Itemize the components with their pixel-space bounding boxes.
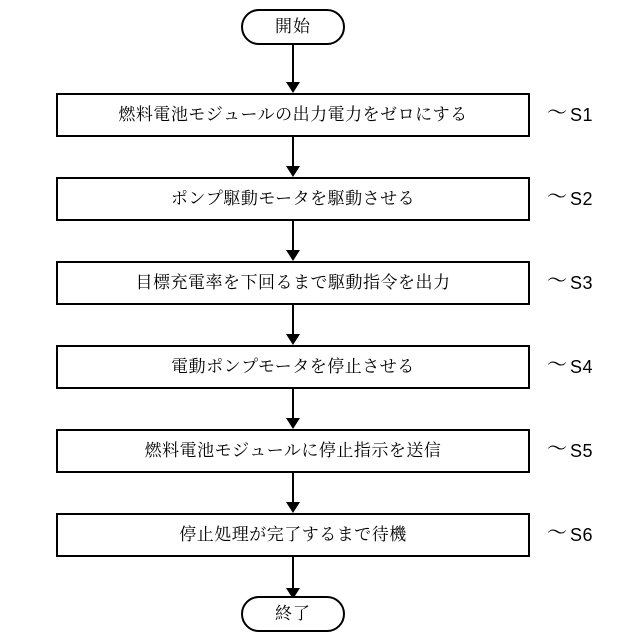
step-tag-s5 <box>546 439 593 463</box>
step-number-s6: S6 <box>570 524 594 545</box>
flowchart-step-s5 <box>56 429 530 473</box>
flowchart-step-s4-label: 電動ポンプモータを停止させる <box>171 357 415 376</box>
connector-s6-to-end <box>292 557 294 592</box>
step-tag-s4 <box>546 355 593 379</box>
flowchart-start-label: 開始 <box>275 17 311 36</box>
flowchart-step-s4 <box>56 345 530 389</box>
flowchart-start-node <box>241 9 345 45</box>
step-number-s2: S2 <box>570 188 594 209</box>
step-number-s3: S3 <box>570 272 594 293</box>
flowchart-step-s6 <box>56 513 530 557</box>
arrowhead-s5-to-s6 <box>286 502 300 513</box>
step-tag-s3 <box>546 271 593 295</box>
step-leader-s6-icon: 〜 <box>547 522 567 544</box>
arrowhead-s1-to-s2 <box>286 166 300 177</box>
step-tag-s2 <box>546 187 593 211</box>
connector-start-to-s1 <box>292 45 294 85</box>
step-leader-s4-icon: 〜 <box>547 354 567 376</box>
flowchart-end-label: 終了 <box>275 604 311 623</box>
flowchart-step-s3 <box>56 261 530 305</box>
flowchart-step-s6-label: 停止処理が完了するまで待機 <box>179 525 407 544</box>
step-tag-s6 <box>546 523 593 547</box>
flowchart-end-node <box>241 596 345 632</box>
step-number-s4: S4 <box>570 356 594 377</box>
step-leader-s3-icon: 〜 <box>547 270 567 292</box>
arrowhead-s4-to-s5 <box>286 418 300 429</box>
step-leader-s2-icon: 〜 <box>547 186 567 208</box>
flowchart-step-s2 <box>56 177 530 221</box>
arrowhead-start-to-s1 <box>286 82 300 93</box>
flowchart-step-s2-label: ポンプ駆動モータを駆動させる <box>170 189 416 208</box>
arrowhead-s3-to-s4 <box>286 334 300 345</box>
flowchart-step-s1-label: 燃料電池モジュールの出力電力をゼロにする <box>118 105 468 124</box>
flowchart-step-s5-label: 燃料電池モジュールに停止指示を送信 <box>144 441 442 460</box>
flowchart-step-s3-label: 目標充電率を下回るまで駆動指令を出力 <box>135 273 451 292</box>
step-leader-s5-icon: 〜 <box>547 438 567 460</box>
flowchart-step-s1 <box>56 93 530 137</box>
step-tag-s1 <box>546 103 593 127</box>
step-leader-s1-icon: 〜 <box>547 102 567 124</box>
arrowhead-s2-to-s3 <box>286 250 300 261</box>
step-number-s5: S5 <box>570 440 594 461</box>
step-number-s1: S1 <box>570 104 594 125</box>
